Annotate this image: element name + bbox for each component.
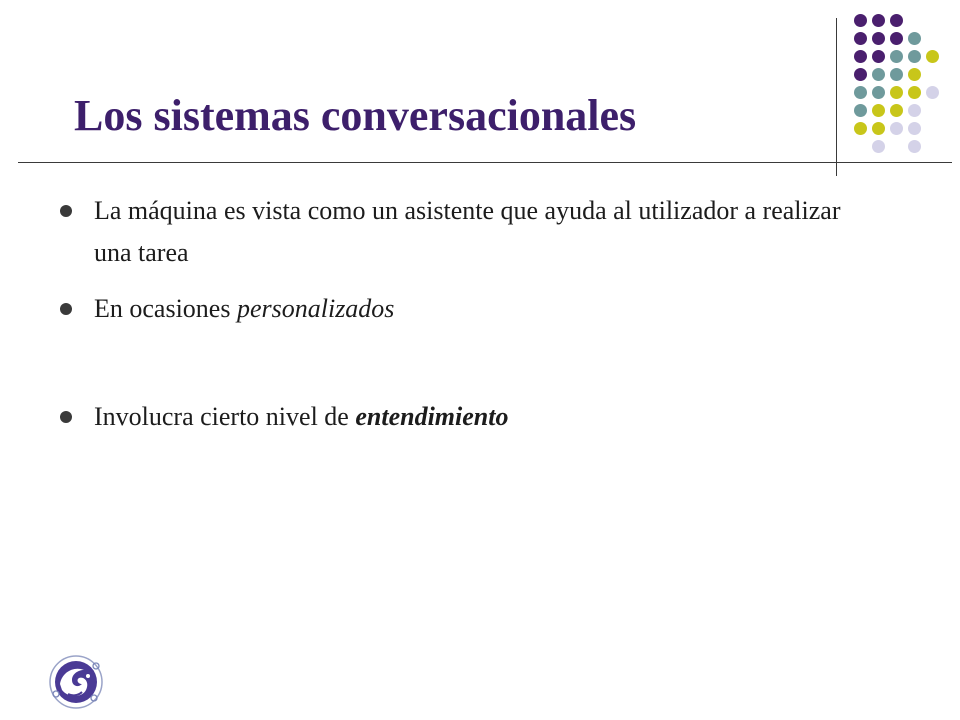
decor-dot xyxy=(890,104,903,117)
decor-dot xyxy=(872,122,885,135)
decor-dot xyxy=(854,104,867,117)
decor-dot xyxy=(908,140,921,153)
decor-dot xyxy=(890,14,903,27)
bullet-emphasis: entendimiento xyxy=(355,402,509,431)
decor-dot xyxy=(908,122,921,135)
decor-dot xyxy=(854,32,867,45)
decor-dot xyxy=(872,68,885,81)
bullet-emphasis: personalizados xyxy=(236,294,395,323)
bullet-text xyxy=(94,288,874,330)
bullet-marker xyxy=(60,411,72,423)
decor-dot xyxy=(908,104,921,117)
decor-dot xyxy=(854,86,867,99)
bullet-marker xyxy=(60,205,72,217)
decor-dot xyxy=(872,50,885,63)
decor-dot xyxy=(872,140,885,153)
decor-dot xyxy=(872,86,885,99)
decor-dot xyxy=(908,68,921,81)
bullet-plain-text: Involucra cierto nivel de xyxy=(94,402,356,431)
slide-title: Los sistemas conversacionales xyxy=(74,91,637,140)
bullet-text: La máquina es vista como un asistente que ayuda al utilizador a realizar una tarea xyxy=(94,196,841,267)
bullet-text xyxy=(94,396,874,438)
decor-dot xyxy=(926,86,939,99)
decor-dot xyxy=(890,122,903,135)
bullet-marker xyxy=(60,303,72,315)
decor-dot xyxy=(872,104,885,117)
decor-dot xyxy=(908,86,921,99)
decor-dot xyxy=(872,32,885,45)
decor-dot xyxy=(854,122,867,135)
decor-dot xyxy=(926,50,939,63)
bullet-plain-text: En ocasiones xyxy=(94,294,237,323)
decor-dot xyxy=(854,68,867,81)
decor-dot xyxy=(890,32,903,45)
decor-dot xyxy=(872,14,885,27)
decor-dot xyxy=(908,50,921,63)
decor-dot xyxy=(908,32,921,45)
decor-dot xyxy=(854,14,867,27)
decor-dot xyxy=(890,86,903,99)
decor-dot xyxy=(890,50,903,63)
decor-dot xyxy=(854,50,867,63)
decorative-dot-grid xyxy=(0,0,960,180)
decor-dot xyxy=(890,68,903,81)
swirl-logo-icon xyxy=(48,654,104,710)
